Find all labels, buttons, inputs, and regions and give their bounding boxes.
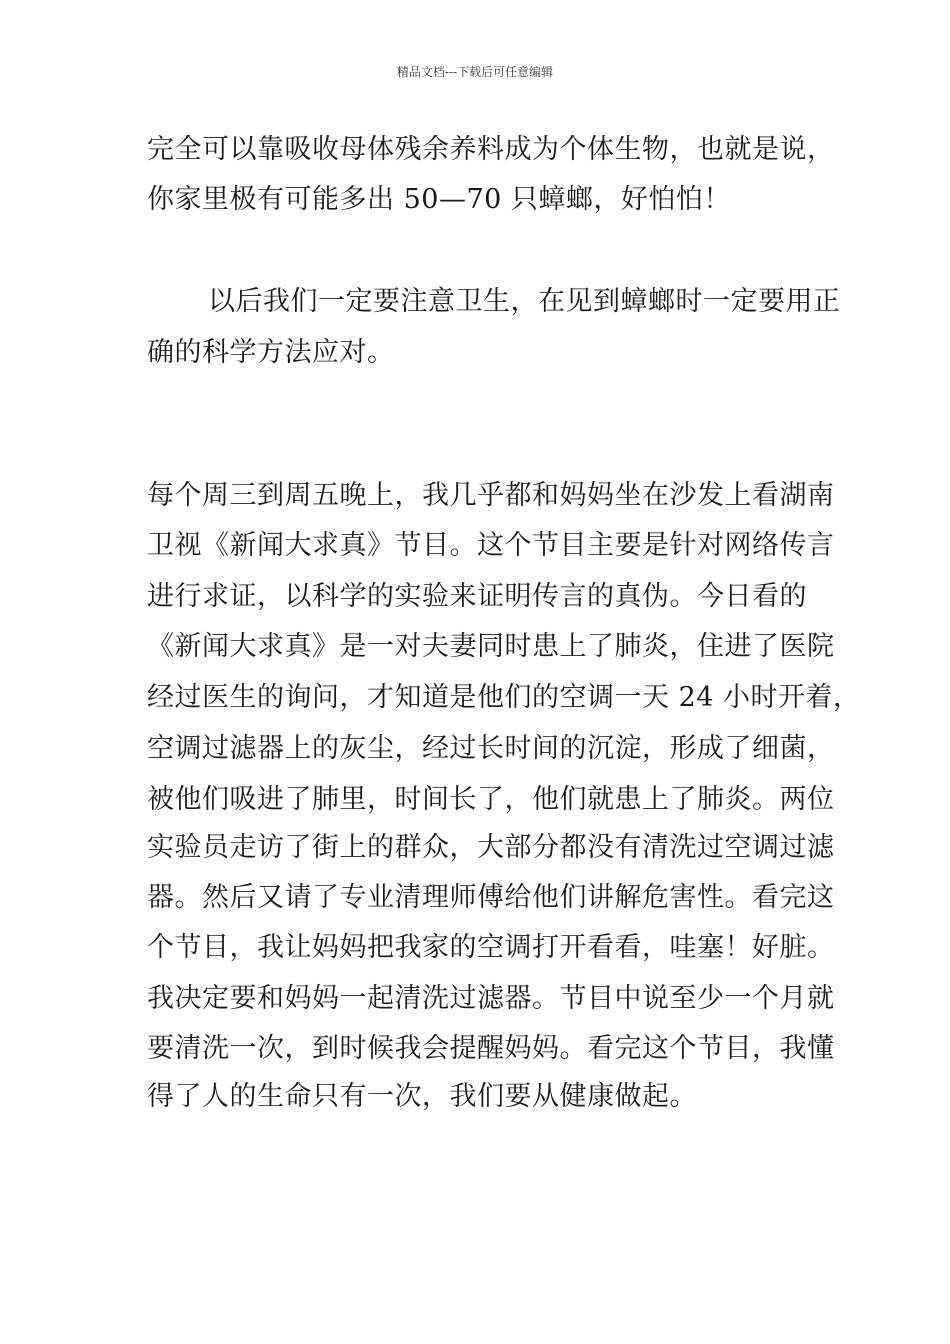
text-line: 卫视《新闻大求真》节目。这个节目主要是针对网络传言 [147, 530, 835, 561]
text-line: 器。然后又请了专业清理师傅给他们讲解危害性。看完这 [147, 882, 835, 913]
text-line: 我决定要和妈妈一起清洗过滤器。节目中说至少一个月就 [147, 983, 835, 1014]
text-line: 《新闻大求真》是一对夫妻同时患上了肺炎，住进了医院 [147, 631, 835, 662]
text-line: 每个周三到周五晚上，我几乎都和妈妈坐在沙发上看湖南 [147, 480, 835, 511]
text-line: 实验员走访了街上的群众，大部分都没有清洗过空调过滤 [147, 832, 835, 863]
text-line: 个节目，我让妈妈把我家的空调打开看看，哇塞！好脏。 [147, 932, 835, 963]
text-line: 以后我们一定要注意卫生，在见到蟑螂时一定要用正 [208, 286, 841, 317]
text-line: 空调过滤器上的灰尘，经过长时间的沉淀，形成了细菌， [147, 733, 835, 764]
text-line: 你家里极有可能多出 50—70 只蟑螂，好怕怕！ [147, 184, 731, 215]
text-line: 被他们吸进了肺里，时间长了，他们就患上了肺炎。两位 [147, 784, 835, 815]
text-line: 得了人的生命只有一次，我们要从健康做起。 [147, 1081, 697, 1112]
text-line: 经过医生的询问，才知道是他们的空调一天 24 小时开着， [147, 682, 861, 713]
text-line: 进行求证，以科学的实验来证明传言的真伪。今日看的 [147, 581, 807, 612]
text-line: 要清洗一次，到时候我会提醒妈妈。看完这个节目，我懂 [147, 1033, 835, 1064]
text-line: 确的科学方法应对。 [147, 337, 395, 368]
page-header: 精品文档---下载后可任意编辑 [396, 65, 554, 79]
text-line: 完全可以靠吸收母体残余养料成为个体生物，也就是说， [147, 134, 835, 165]
